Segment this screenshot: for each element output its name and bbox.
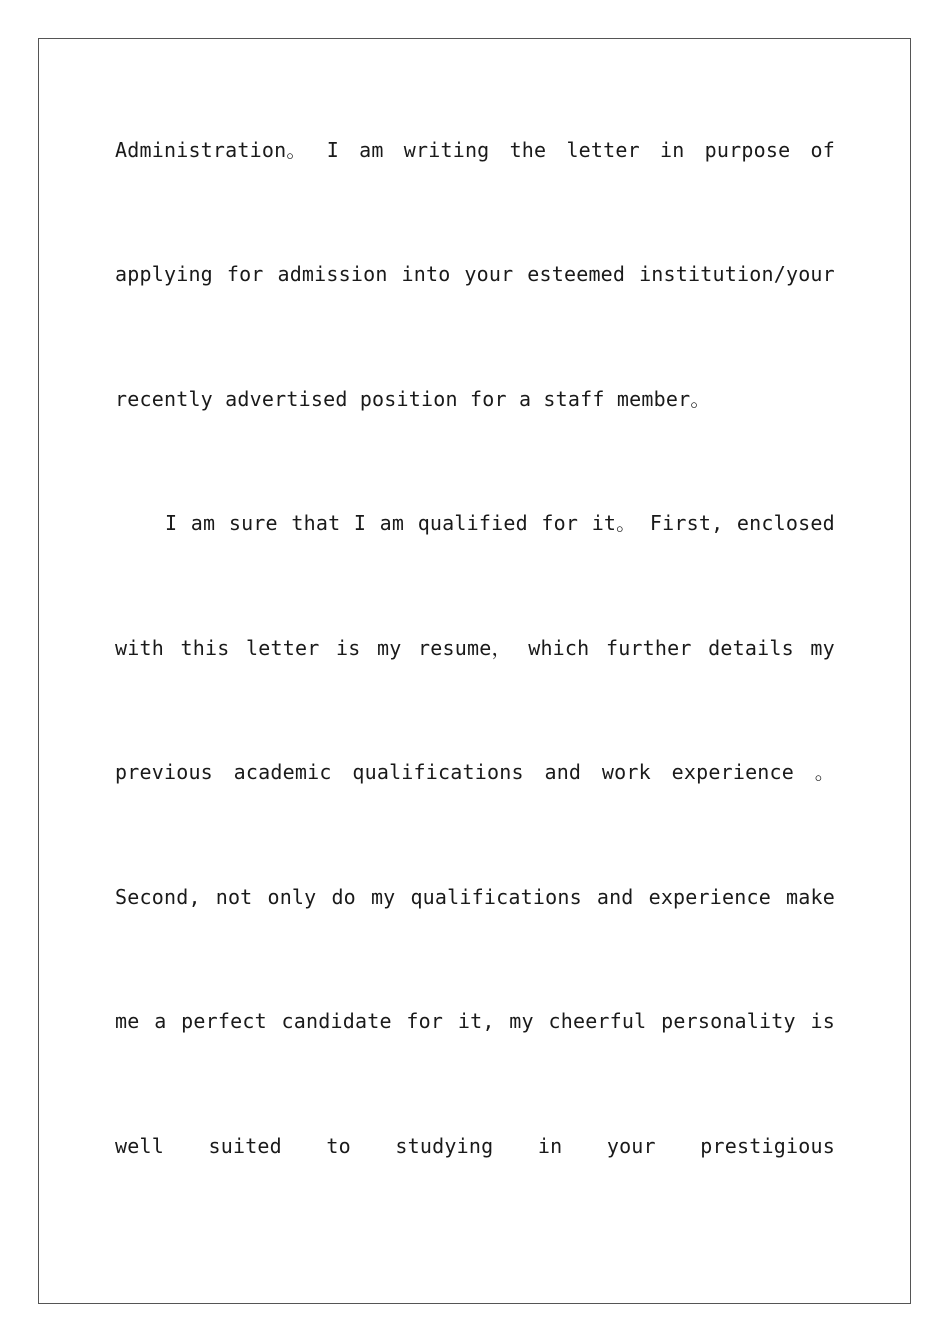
word: sure bbox=[228, 511, 278, 535]
word: letter bbox=[566, 138, 640, 162]
text-line-1 bbox=[115, 138, 835, 162]
word: in bbox=[660, 138, 685, 162]
word: my bbox=[377, 636, 402, 660]
word: that bbox=[291, 511, 341, 535]
text-line-9 bbox=[115, 1134, 835, 1158]
word: for bbox=[406, 1009, 444, 1033]
word: is bbox=[335, 636, 361, 660]
word: studying bbox=[395, 1134, 494, 1158]
word: First, bbox=[649, 511, 724, 535]
word: the bbox=[509, 138, 547, 162]
word: this bbox=[180, 636, 230, 660]
word: I bbox=[326, 138, 339, 162]
word: your bbox=[606, 1134, 656, 1158]
word: it, bbox=[457, 1009, 495, 1033]
word: a bbox=[154, 1009, 167, 1033]
word: is bbox=[810, 1009, 835, 1033]
word: Second, bbox=[115, 885, 201, 909]
word: enclosed bbox=[736, 511, 835, 535]
word: previous bbox=[115, 760, 213, 784]
word: purpose bbox=[704, 138, 791, 162]
word: further bbox=[605, 636, 692, 660]
word: for bbox=[541, 511, 579, 535]
word: for bbox=[226, 262, 264, 286]
word: I bbox=[165, 511, 178, 535]
word: cheerful bbox=[548, 1009, 647, 1033]
word: esteemed bbox=[527, 262, 626, 286]
word: institution/your bbox=[639, 262, 835, 286]
word: experience bbox=[648, 885, 771, 909]
word: well bbox=[115, 1134, 164, 1158]
word: and bbox=[544, 760, 582, 784]
word: my bbox=[810, 636, 835, 660]
word: with bbox=[115, 636, 164, 660]
text-line-8 bbox=[115, 1009, 835, 1033]
word: in bbox=[537, 1134, 563, 1158]
word: my bbox=[370, 885, 396, 909]
word: candidate bbox=[281, 1009, 392, 1033]
word: writing bbox=[403, 138, 490, 162]
word: and bbox=[596, 885, 634, 909]
word: do bbox=[331, 885, 356, 909]
word: make bbox=[786, 885, 835, 909]
word: academic bbox=[233, 760, 332, 784]
text-line-2 bbox=[115, 262, 835, 286]
word: am bbox=[359, 138, 384, 162]
word: am bbox=[190, 511, 216, 535]
word: details bbox=[708, 636, 794, 660]
page-border bbox=[38, 38, 911, 1304]
word: qualifications bbox=[410, 885, 582, 909]
word: it。 bbox=[591, 511, 637, 535]
word: Administration。 bbox=[115, 138, 307, 162]
text-line-6 bbox=[115, 760, 835, 784]
word: suited bbox=[208, 1134, 282, 1158]
word: personality bbox=[661, 1009, 796, 1033]
word: experience bbox=[671, 760, 795, 784]
word: to bbox=[326, 1134, 351, 1158]
word: qualifications bbox=[352, 760, 524, 784]
word: work bbox=[601, 760, 651, 784]
word: my bbox=[509, 1009, 534, 1033]
word: prestigious bbox=[700, 1134, 835, 1158]
word: letter bbox=[246, 636, 320, 660]
word: applying bbox=[115, 262, 213, 286]
word: me bbox=[115, 1009, 140, 1033]
text-line-5 bbox=[115, 636, 835, 660]
word: resume， bbox=[418, 636, 512, 660]
word: 。 bbox=[814, 760, 835, 784]
word: only bbox=[267, 885, 317, 909]
word: of bbox=[810, 138, 835, 162]
word: into bbox=[401, 262, 451, 286]
text-line-4 bbox=[115, 511, 835, 535]
word: am bbox=[379, 511, 405, 535]
word: which bbox=[528, 636, 590, 660]
word: perfect bbox=[181, 1009, 267, 1033]
word: I bbox=[353, 511, 367, 535]
word: not bbox=[215, 885, 253, 909]
word: your bbox=[464, 262, 514, 286]
word: qualified bbox=[417, 511, 528, 535]
word: admission bbox=[277, 262, 388, 286]
text-line-3: recently advertised position for a staff member。 bbox=[115, 387, 711, 411]
text-line-7 bbox=[115, 885, 835, 909]
